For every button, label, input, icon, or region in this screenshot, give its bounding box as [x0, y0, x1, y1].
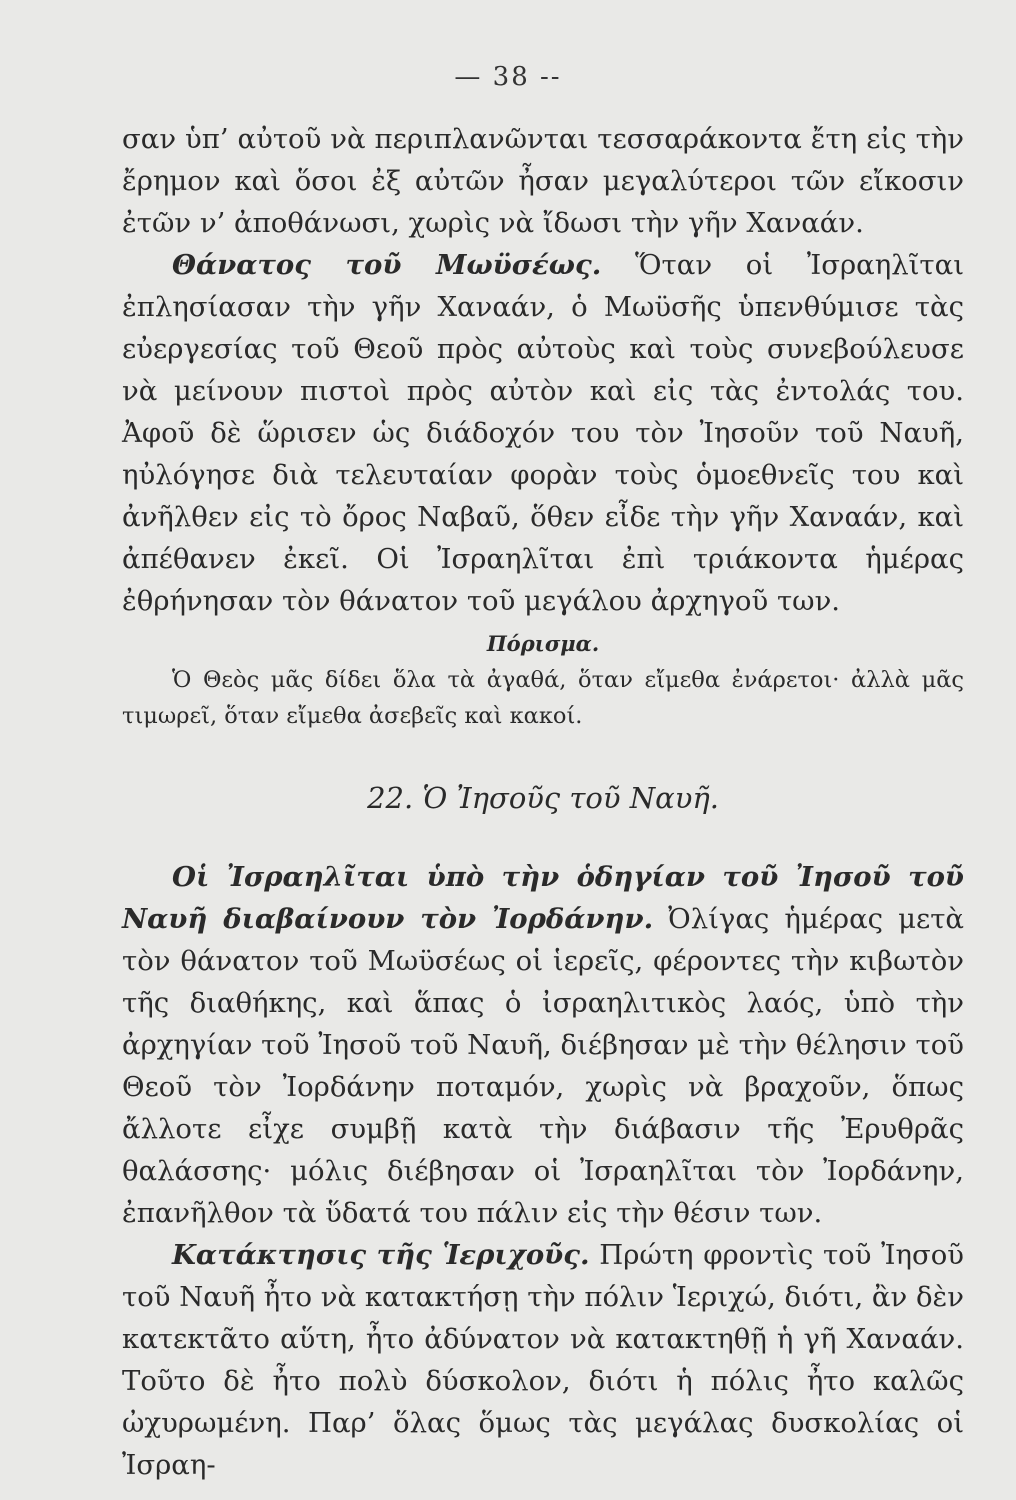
inline-heading-jordan-crossing: Οἱ Ἰσραηλῖται ὑπὸ τὴν ὁδηγίαν τοῦ Ἰησοῦ τοῦ Ναυῆ διαβαίνουν τὸν Ἰορδάνην. [122, 861, 964, 935]
section-number: 22. [367, 781, 414, 815]
page-number: — 38 -- [454, 62, 562, 92]
inline-heading-death-of-moses: Θάνατος τοῦ Μωϋσέως. [172, 249, 602, 281]
jericho-conquest-text: Πρώτη φροντὶς τοῦ Ἰησοῦ τοῦ Ναυῆ ἦτο νὰ κατακτήσῃ τὴν πόλιν Ἱεριχώ, διότι, ἂν δὲν κατεκτᾶτο αὕτη, ἦτο ἀδύνατον νὰ κατακτηθῇ ἡ γῆ Χαναάν. Τοῦτο δὲ ἦτο πολὺ δύσκολον, διότι ἡ πόλις ἦτο καλῶς ὠχυρωμένη. Παρ’ ὅλας ὅμως τὰς μεγάλας δυσκολίας οἱ Ἰσραη- [122, 1239, 964, 1481]
section-title [122, 780, 964, 816]
jordan-crossing-text: Ὀλίγας ἡμέρας μετὰ τὸν θάνατον τοῦ Μωϋσέως οἱ ἱερεῖς, φέροντες τὴν κιβωτὸν τῆς διαθήκης, καὶ ἅπας ὁ ἰσραηλιτικὸς λαός, ὑπὸ τὴν ἀρχηγίαν τοῦ Ἰησοῦ τοῦ Ναυῆ, διέβησαν μὲ τὴν θέλησιν τοῦ Θεοῦ τὸν Ἰορδάνην ποταμόν, χωρὶς νὰ βραχοῦν, ὅπως ἄλλοτε εἶχε συμβῇ κατὰ τὴν διάβασιν τῆς Ἐρυθρᾶς θαλάσσης· μόλις διέβησαν οἱ Ἰσραηλῖται τὸν Ἰορδάνην, ἐπανῆλθον τὰ ὕδατά του πάλιν εἰς τὴν θέσιν των. [122, 903, 964, 1229]
corollary-text: Ὁ Θεὸς μᾶς δίδει ὅλα τὰ ἀγαθά, ὅταν εἴμεθα ἐνάρετοι· ἀλλὰ μᾶς τιμωρεῖ, ὅταν εἴμεθα ἀσεβεῖς καὶ κακοί. [122, 667, 964, 729]
section-title-text: Ὁ Ἰησοῦς τοῦ Ναυῆ. [413, 781, 719, 815]
paragraph-continuation: σαν ὑπ’ αὐτοῦ νὰ περιπλανῶνται τεσσαράκοντα ἔτη εἰς τὴν ἔρημον καὶ ὅσοι ἐξ αὐτῶν ἦσαν μεγαλύτεροι τῶν εἴκοσιν ἐτῶν ν’ ἀποθάνωσι, χωρὶς νὰ ἴδωσι τὴν γῆν Χαναάν. [122, 123, 964, 239]
inline-heading-jericho-conquest: Κατάκτησις τῆς Ἱεριχοῦς. [172, 1239, 590, 1271]
paragraph-death-of-moses [122, 244, 964, 622]
death-of-moses-text: Ὅταν οἱ Ἰσραηλῖται ἐπλησίασαν τὴν γῆν Χαναάν, ὁ Μωϋσῆς ὑπενθύμισε τὰς εὐεργεσίας τοῦ Θεοῦ πρὸς αὐτοὺς καὶ τοὺς συνεβούλευσε νὰ μείνουν πιστοὶ πρὸς αὐτὸν καὶ εἰς τὰς ἐντολάς του. Ἀφοῦ δὲ ὥρισεν ὡς διάδοχόν του τὸν Ἰησοῦν τοῦ Ναυῆ, ηὐλόγησε διὰ τελευταίαν φορὰν τοὺς ὁμοεθνεῖς του καὶ ἀνῆλθεν εἰς τὸ ὄρος Ναβαῦ, ὅθεν εἶδε τὴν γῆν Χαναάν, καὶ ἀπέθανεν ἐκεῖ. Οἱ Ἰσραηλῖται ἐπὶ τριάκοντα ἡμέρας ἐθρήνησαν τὸν θάνατον τοῦ μεγάλου ἀρχηγοῦ των. [122, 249, 964, 617]
paragraph-jordan-crossing [122, 856, 964, 1234]
body-text [122, 118, 964, 1486]
paragraph-jericho-conquest [122, 1234, 964, 1486]
corollary-title: Πόρισμα. [486, 631, 600, 656]
